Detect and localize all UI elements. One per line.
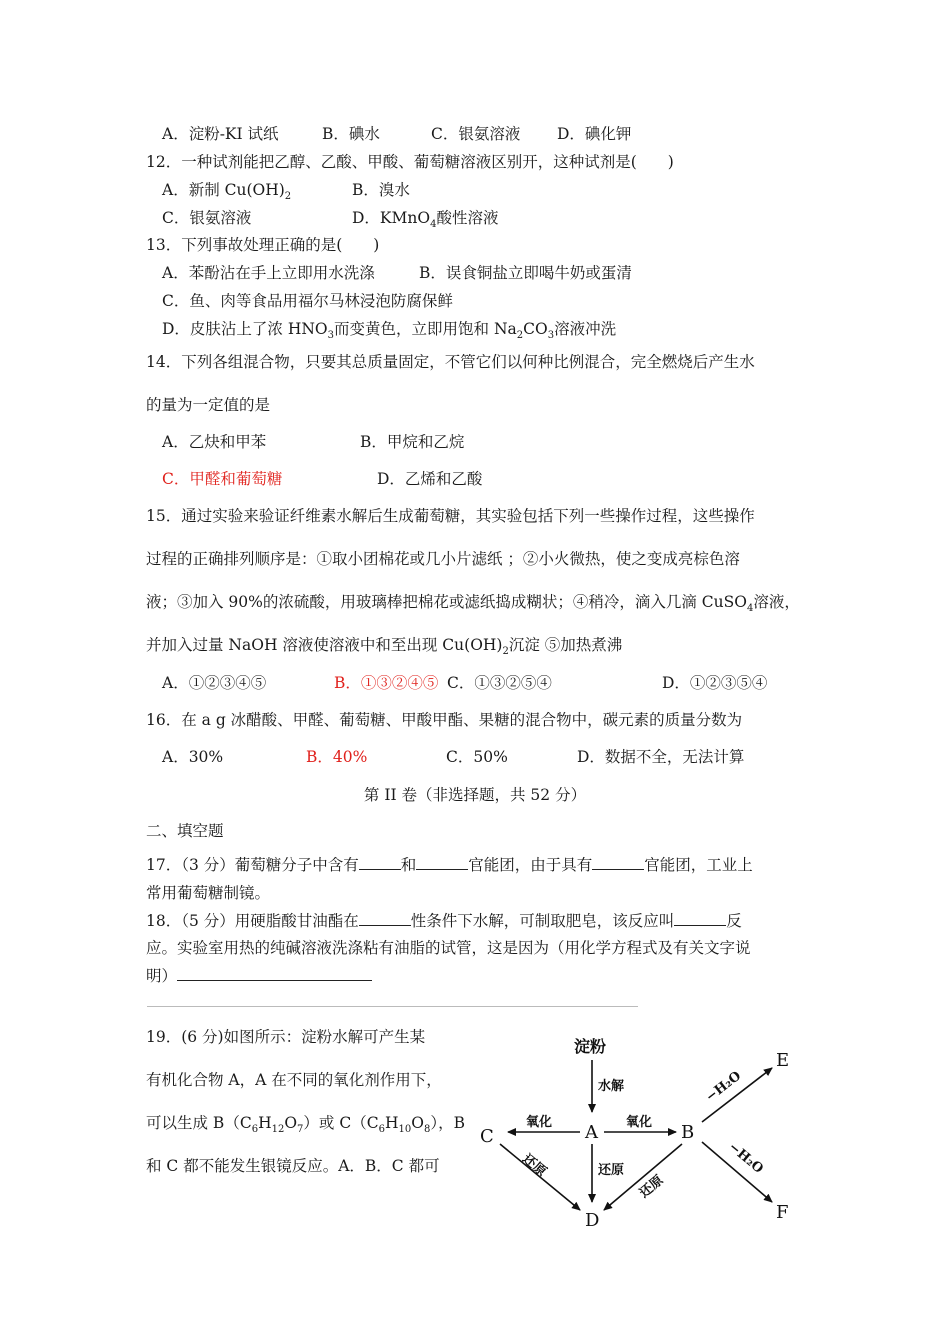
q18-blank-1[interactable] [359,911,411,926]
q19-line2: 有机化合物 A，A 在不同的氧化剂作用下， [146,1071,442,1089]
q12-stem: 12．一种试剂能把乙醇、乙酸、甲酸、葡萄糖溶液区别开，这种试剂是( ) [146,153,674,171]
label-minus-water-e: −H₂O [703,1068,745,1106]
q11-option-d: D．碘化钾 [557,125,632,143]
q14-option-d: D．乙烯和乙酸 [377,470,483,488]
node-a: A [585,1122,598,1143]
q17-line1: 17．（3 分）葡萄糖分子中含有 和 官能团，由于具有 官能团，工业上 [146,856,753,874]
label-oxidize-left: 氧化 [526,1115,553,1130]
q12-option-c: C．银氨溶液 [162,209,252,227]
node-c: C [480,1126,494,1147]
q15-stem-line4: 并加入过量 NaOH 溶液使溶液中和至出现 $Cu(OH)_2$沉淀 ⑤加热煮沸 [146,636,623,658]
q16-option-c: C．50% [446,748,508,766]
q13-option-a: A．苯酚沾在手上立即用水洗涤 [162,264,375,282]
q13-option-d: D．皮肤沾上了浓 $HNO_3$而变黄色，立即用饱和 $Na_2CO_3$溶液冲洗 [162,320,617,342]
node-e: E [776,1050,790,1071]
q17-blank-1[interactable] [359,855,401,870]
q16-option-d: D．数据不全，无法计算 [577,748,745,766]
section-fill-in-title: 二、填空题 [146,822,224,840]
q12-option-a: A．新制 $Cu(OH)_2$ [162,181,292,203]
label-hydrolysis: 水解 [598,1079,625,1094]
q12-option-b: B．溴水 [352,181,410,199]
q18-line2: 应。实验室用热的纯碱溶液洗涤粘有油脂的试管，这是因为（用化学方程式及有关文字说 [146,939,751,957]
q17-line2: 常用葡萄糖制镜。 [146,884,271,902]
node-d: D [585,1210,600,1230]
q13-stem: 13．下列事故处理正确的是( ) [146,236,380,254]
q15-option-c: C．①③②⑤④ [447,674,552,692]
node-f: F [776,1202,789,1223]
q13-option-c: C．鱼、肉等食品用福尔马林浸泡防腐保鲜 [162,292,453,310]
q18-line1: 18．（5 分）用硬脂酸甘油酯在 性条件下水解，可制取肥皂，该反应叫 反 [146,912,742,930]
label-reduce-mid: 还原 [598,1163,625,1178]
q19-line3: 可以生成 $B(C_6H_{12}O_7)$或 $C(C_6H_{10}O_8)$，B [146,1114,465,1136]
q11-option-a: A．淀粉-KI 试纸 [162,125,279,143]
q14-stem-line2: 的量为一定值的是 [146,396,271,414]
q14-option-b: B．甲烷和乙烷 [360,433,465,451]
q12-option-d: D．KMnO$_4$酸性溶液 [352,209,499,231]
q14-stem-line1: 14．下列各组混合物，只要其总质量固定，不管它们以何种比例混合，完全燃烧后产生水 [146,353,755,371]
q16-stem: 16．在 a g 冰醋酸、甲醛、葡萄糖、甲酸甲酯、果糖的混合物中，碳元素的质量分数为 [146,711,743,729]
q18-line3: 明） [146,966,372,986]
q14-option-a: A．乙炔和甲苯 [162,433,267,451]
q18-answer-line[interactable] [147,1006,638,1007]
reaction-diagram [470,1030,810,1230]
q15-option-d: D．①②③⑤④ [662,674,768,692]
q15-stem-line1: 15．通过实验来验证纤维素水解后生成葡萄糖，其实验包括下列一些操作过程，这些操作 [146,507,755,525]
q15-stem-line3: 液；③加入 90%的浓硫酸，用玻璃棒把棉花或滤纸捣成糊状；④稍冷，滴入几滴 CuSO$_4$溶液， [146,593,800,615]
q19-line1: 19．(6 分)如图所示：淀粉水解可产生某 [146,1028,426,1046]
q15-option-b-answer: B．①③②④⑤ [334,674,439,692]
q15-option-a: A．①②③④⑤ [162,674,267,692]
q14-option-c-answer: C．甲醛和葡萄糖 [162,470,283,488]
label-minus-water-f: −H₂O [725,1139,766,1177]
q16-option-b-answer: B．40% [306,748,368,766]
label-reduce-right: 还原 [636,1172,667,1202]
part2-title: 第 II 卷（非选择题，共 52 分） [363,786,587,804]
q13-option-b: B．误食铜盐立即喝牛奶或蛋清 [419,264,632,282]
q18-blank-3[interactable] [177,966,372,981]
q18-blank-2[interactable] [674,911,726,926]
q15-stem-line2: 过程的正确排列顺序是：①取小团棉花或几小片滤纸 ；②小火微热，使之变成亮棕色溶 [146,550,740,568]
q19-line4: 和 C 都不能发生银镜反应。A．B．C 都可 [146,1157,440,1175]
label-reduce-left: 还原 [519,1151,549,1180]
q11-option-c: C．银氨溶液 [431,125,521,143]
q17-blank-3[interactable] [592,855,644,870]
label-oxidize-right: 氧化 [626,1115,653,1130]
q17-blank-2[interactable] [416,855,468,870]
q11-option-b: B．碘水 [322,125,380,143]
q16-option-a: A．30% [162,748,224,766]
node-starch: 淀粉 [574,1037,607,1056]
node-b: B [681,1122,695,1143]
